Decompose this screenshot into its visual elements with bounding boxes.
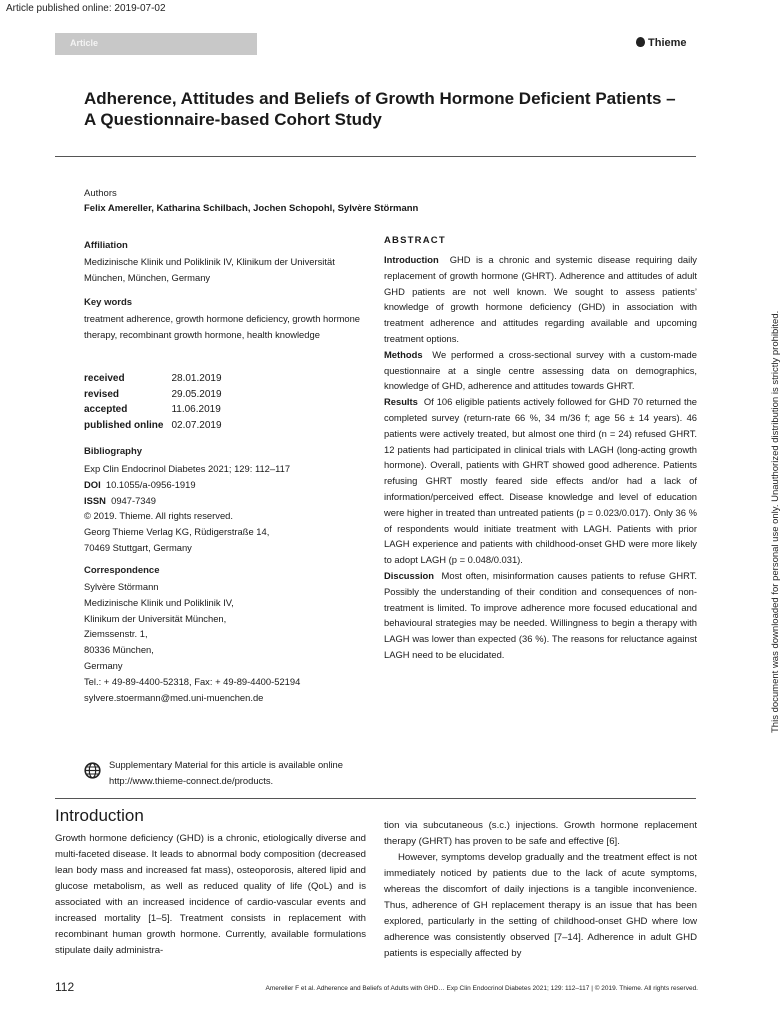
introduction-column-2 xyxy=(384,818,697,962)
abstract-section-label: Introduction xyxy=(384,254,439,265)
abstract-section-label: Discussion xyxy=(384,569,435,581)
corr-line: Germany xyxy=(84,659,123,671)
corr-email[interactable]: sylvere.stoermann@med.uni-muenchen.de xyxy=(84,691,264,703)
date-row xyxy=(84,371,222,387)
page-number: 112 xyxy=(55,980,75,994)
divider-bottom xyxy=(55,798,696,799)
abstract-discussion xyxy=(384,568,697,663)
article-dates xyxy=(84,371,222,433)
abstract-results xyxy=(384,394,697,568)
issn-value: 0947-7349 xyxy=(111,494,156,506)
download-notice-text: This document was downloaded for personal use only. Unauthorized distribution is strictly prohibited. xyxy=(770,310,781,733)
corr-line: Tel.: + 49-89-4400-52318, Fax: + 49-89-4400-52194 xyxy=(84,675,301,687)
bib-citation: Exp Clin Endocrinol Diabetes 2021; 129: 112–117 xyxy=(84,463,291,474)
doi-value[interactable]: 10.1055/a-0956-1919 xyxy=(105,478,196,490)
bib-address-2: 70469 Stuttgart, Germany xyxy=(84,541,192,553)
affiliation-label: Affiliation xyxy=(84,240,128,251)
authors-label: Authors xyxy=(84,188,117,199)
date-value: 02.07.2019 xyxy=(171,419,222,431)
paragraph: However, symptoms develop gradually and the treatment effect is not immediately noticed by patients due to the lack of acute symptoms, whereas the discomfort of daily injections is a tangible inconvenience. Thus, adherence of GH replacement therapy is an issue that has been explored, particularly in the setting of childhood-onset GHD where low adherence was consistently observed [7–14]. Adherence in adult GHD patients is especially affected by xyxy=(384,852,697,959)
abstract-methods xyxy=(384,347,697,394)
corr-line: 80336 München, xyxy=(84,644,154,656)
article-title: Adherence, Attitudes and Beliefs of Growth Hormone Deficient Patients – A Questionnaire-based Cohort Study xyxy=(84,89,676,129)
issn-label: ISSN xyxy=(84,494,106,506)
corr-line: Medizinische Klinik und Poliklinik IV, xyxy=(84,596,234,608)
supplementary-text[interactable]: Supplementary Material for this article is available online http://www.thieme-connect.de/products. xyxy=(109,759,343,786)
correspondence-label: Correspondence xyxy=(84,565,160,576)
globe-icon xyxy=(84,762,101,779)
article-type-badge xyxy=(55,33,257,55)
bib-address-1: Georg Thieme Verlag KG, Rüdigerstraße 14, xyxy=(84,526,270,538)
keywords-text: treatment adherence, growth hormone deficiency, growth hormone therapy, recombinant growth hormone, health knowledge xyxy=(84,313,361,340)
introduction-column-1 xyxy=(55,831,366,959)
date-row xyxy=(84,387,222,403)
author-names: Felix Amereller, Katharina Schilbach, Jochen Schopohl, Sylvère Störmann xyxy=(84,203,419,214)
date-value: 11.06.2019 xyxy=(171,404,221,415)
corr-line: Klinikum der Universität München, xyxy=(84,612,227,624)
date-key: revised xyxy=(84,388,120,400)
download-notice xyxy=(756,283,781,733)
abstract-section-text: GHD is a chronic and systemic disease requiring daily replacement of growth hormone (GHRT). Adherence and attitudes of adult GHD patients are not well known. We sought to assess patients’ knowledge of growth hormone deficiency (GHD) in association with treatment adherence and attitudes regarding available and upcoming treatment options. xyxy=(384,254,697,344)
publisher-name: Thieme xyxy=(648,37,687,49)
abstract-section-text: We performed a cross-sectional survey with a custom-made questionnaire at a single centre assessing data on demographics, knowledge of GHD, adherence and attitudes towards GHRT. xyxy=(384,348,697,392)
date-row xyxy=(84,402,222,418)
publisher-logo xyxy=(636,37,687,49)
bib-copyright: © 2019. Thieme. All rights reserved. xyxy=(84,510,233,522)
affiliation-text: Medizinische Klinik und Poliklinik IV, Klinikum der Universität München, München, Germany xyxy=(84,256,335,283)
thieme-logo-icon xyxy=(636,37,645,47)
doi-label: DOI xyxy=(84,478,101,490)
publication-date: Article published online: 2019-07-02 xyxy=(6,3,166,14)
correspondence-block xyxy=(84,579,374,705)
bib-issn xyxy=(84,493,374,509)
bib-doi xyxy=(84,477,374,493)
paragraph: tion via subcutaneous (s.c.) injections. Growth hormone replacement therapy (GHRT) has proven to be safe and effective [6]. xyxy=(384,820,697,847)
date-key: received xyxy=(84,373,125,384)
date-key: accepted xyxy=(84,404,128,415)
corr-line: Ziemssenstr. 1, xyxy=(84,628,148,640)
date-key: published online xyxy=(84,419,164,431)
abstract-section-text: Of 106 eligible patients actively followed for GHD 70 returned the completed survey (return-rate 66 %, 34 m/36 f; age 56 ± 14 years). 46 patients were actively treated, but almost one third (n = 24) refused GHRT. 12 patients had participated in clinical trials with LAGH (long-acting growth hormone). Overall, patients with GHRT showed good adherence. Patients refusing GHRT mostly feared side effects and/or had a lack of information/perceived effect. Disease knowledge and level of education were higher in treated than untreated patients (p = 0.023/0.017). Only 36 % of respondents would initiate treatment with LAGH. Patients with prior LAGH experience and patients with childhood-onset GHD were more likely to adopt LAGH (p = 0.048/0.031). xyxy=(384,396,697,566)
abstract-section-label: Methods xyxy=(384,348,423,360)
abstract-heading: ABSTRACT xyxy=(384,235,446,246)
abstract-section-label: Results xyxy=(384,396,418,408)
date-value: 29.05.2019 xyxy=(171,388,222,400)
keywords-label: Key words xyxy=(84,297,133,308)
article-type-label: Article xyxy=(70,38,99,48)
divider-top xyxy=(55,156,696,157)
corr-line: Sylvère Störmann xyxy=(84,581,159,592)
bibliography-label: Bibliography xyxy=(84,446,143,457)
bibliography-block xyxy=(84,461,374,556)
paragraph: Growth hormone deficiency (GHD) is a chronic, etiologically diverse and multi-faceted disease. It leads to abnormal body composition (decreased lean body mass and increased fat mass), osteoporosis, altered lipid and glucose metabolism, as well as reduced quality of life (QoL) and is associated with an increased incidence of cardio-vascular events and increased mortality [1–5]. Treatment consists in replacement with recombinant human growth hormone. Currently, available formulations stipulate daily administra- xyxy=(55,833,366,956)
footer-citation: Amereller F et al. Adherence and Beliefs of Adults with GHD… Exp Clin Endocrinol Diabetes 2021; 129: 112–117 | © 2019. Thieme. All rights reserved. xyxy=(265,985,698,992)
introduction-heading: Introduction xyxy=(55,806,144,825)
abstract-section-text: Most often, misinformation causes patients to refuse GHRT. Possibly the understanding of their condition and consequences of non-treatment is limited. To improve adherence more focused educational and behavioural strategies may be needed. Willingness to begin a therapy with LAGH was lower than expected (36 %). The reasons for reluctance against LAGH need to be elucidated. xyxy=(384,569,697,660)
date-value: 28.01.2019 xyxy=(171,373,222,384)
date-row xyxy=(84,418,222,434)
abstract-introduction xyxy=(384,252,697,347)
abstract-body xyxy=(384,252,697,663)
